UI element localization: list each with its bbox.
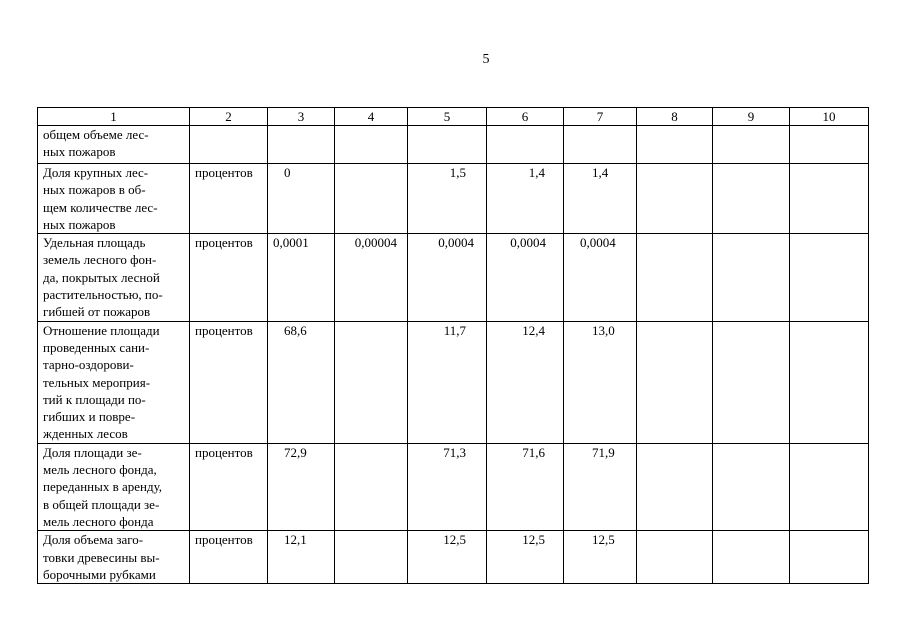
indicator-name: Доля площади зе- мель лесного фонда, переданных в аренду, в общей площади зе- мель лесного фонда [38,443,190,530]
value-cell: 0,0001 [268,234,335,321]
empty-cell [713,443,790,530]
value-cell: 71,3 [408,443,487,530]
unit-cell: процентов [190,443,268,530]
column-header: 6 [487,108,564,126]
value-cell: 71,9 [564,443,637,530]
unit-cell [190,126,268,164]
value-cell: 68,6 [268,321,335,443]
table-row [38,164,869,234]
value-cell [487,126,564,164]
value-cell: 12,5 [408,531,487,584]
value-cell: 1,4 [564,164,637,234]
value-cell: 12,4 [487,321,564,443]
unit-cell: процентов [190,531,268,584]
value-cell [335,164,408,234]
value-cell: 0,0004 [408,234,487,321]
empty-cell [713,164,790,234]
empty-cell [790,234,869,321]
value-cell [335,531,408,584]
value-cell: 12,1 [268,531,335,584]
empty-cell [713,531,790,584]
table-row [38,321,869,443]
value-cell: 13,0 [564,321,637,443]
indicator-name: Отношение площади проведенных сани- тарно-оздорови- тельных мероприя- тий к площади по- гибших и повре- жденных лесов [38,321,190,443]
empty-cell [637,126,713,164]
value-cell [335,126,408,164]
value-cell [335,443,408,530]
empty-cell [713,126,790,164]
table-header-row [38,108,869,126]
value-cell: 71,6 [487,443,564,530]
value-cell: 0,0004 [564,234,637,321]
indicator-name: Доля крупных лес- ных пожаров в об- щем количестве лес- ных пожаров [38,164,190,234]
column-header: 4 [335,108,408,126]
page-number: 5 [482,52,490,67]
value-cell: 1,5 [408,164,487,234]
column-header: 2 [190,108,268,126]
column-header: 7 [564,108,637,126]
empty-cell [637,321,713,443]
column-header: 10 [790,108,869,126]
column-header: 9 [713,108,790,126]
empty-cell [790,443,869,530]
unit-cell: процентов [190,234,268,321]
column-header: 3 [268,108,335,126]
value-cell: 0,0004 [487,234,564,321]
empty-cell [790,126,869,164]
empty-cell [790,531,869,584]
value-cell: 11,7 [408,321,487,443]
value-cell: 12,5 [487,531,564,584]
value-cell [268,126,335,164]
value-cell: 0 [268,164,335,234]
indicator-name: Удельная площадь земель лесного фон- да, покрытых лесной растительностью, по- гибшей от пожаров [38,234,190,321]
value-cell [564,126,637,164]
empty-cell [713,234,790,321]
empty-cell [637,443,713,530]
indicator-name: общем объеме лес- ных пожаров [38,126,190,164]
indicator-name: Доля объема заго- товки древесины вы- борочными рубками [38,531,190,584]
empty-cell [790,164,869,234]
table-row [38,234,869,321]
indicators-table [37,107,869,584]
value-cell: 72,9 [268,443,335,530]
value-cell [408,126,487,164]
empty-cell [713,321,790,443]
table-row [38,443,869,530]
empty-cell [637,164,713,234]
unit-cell: процентов [190,321,268,443]
unit-cell: процентов [190,164,268,234]
column-header: 1 [38,108,190,126]
column-header: 8 [637,108,713,126]
value-cell: 12,5 [564,531,637,584]
empty-cell [637,531,713,584]
table-row [38,126,869,164]
empty-cell [637,234,713,321]
value-cell [335,321,408,443]
value-cell: 0,00004 [335,234,408,321]
value-cell: 1,4 [487,164,564,234]
empty-cell [790,321,869,443]
column-header: 5 [408,108,487,126]
table-row [38,531,869,584]
